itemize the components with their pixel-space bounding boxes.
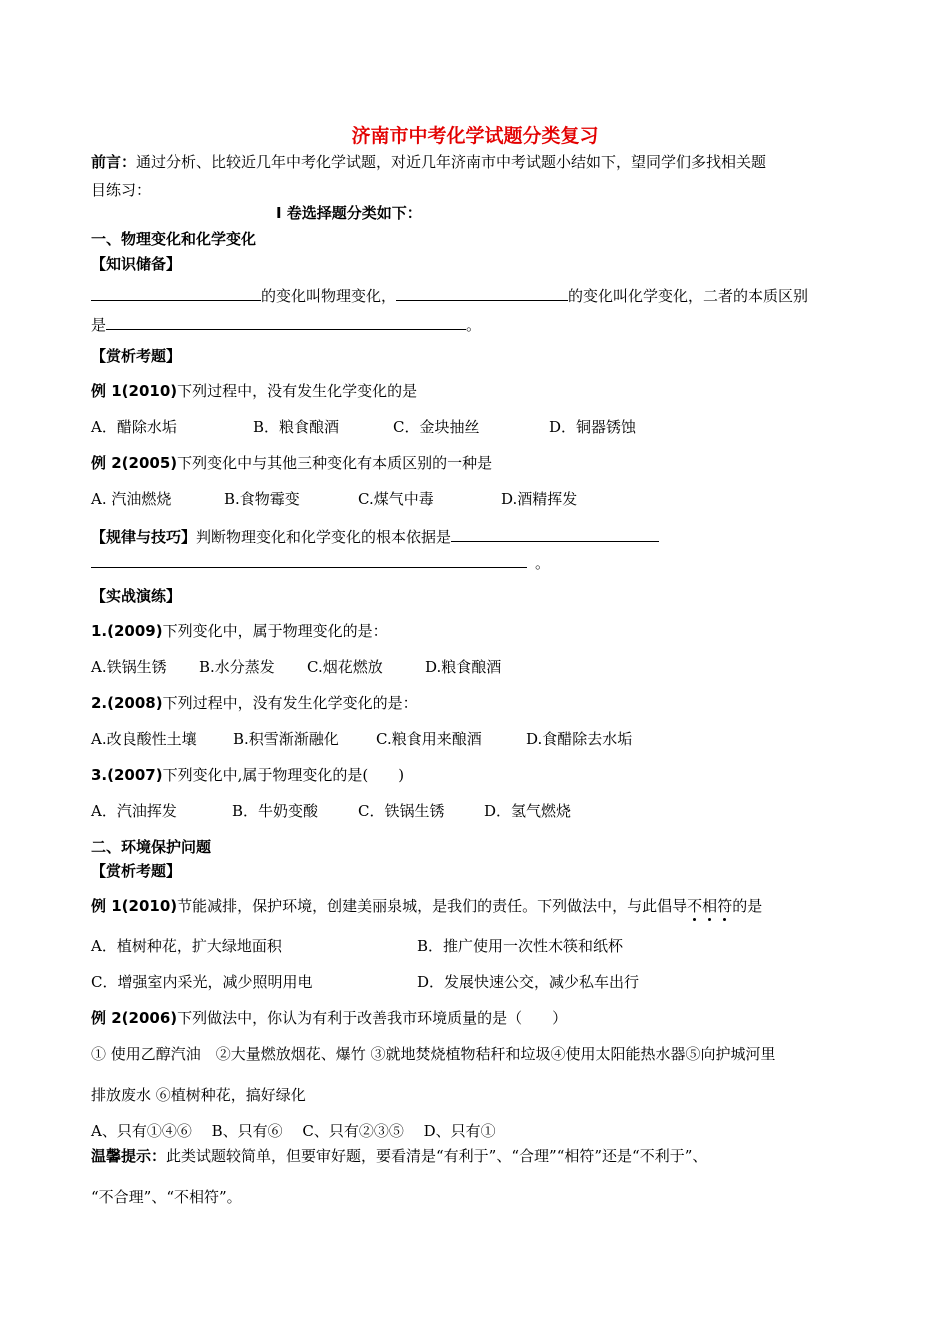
example-year: (2006) — [121, 1009, 178, 1027]
practice-question-1-options — [91, 657, 501, 677]
example-4 — [91, 1008, 567, 1028]
practice-heading: 【实战演练】 — [91, 587, 182, 605]
practice-question-2 — [91, 693, 418, 713]
example-4-statements-2: 排放废水 ⑥植树种花，搞好绿化 — [91, 1086, 306, 1104]
option-a[interactable]: A．植树种花，扩大绿地面积 — [91, 937, 282, 955]
question-year: (2008) — [107, 694, 163, 712]
option-b[interactable]: B．牛奶变酸 — [232, 802, 319, 820]
question-number: 2. — [91, 694, 108, 712]
tip-label: 温馨提示： — [91, 1147, 167, 1165]
question-text: 下列过程中，没有发生化学变化的是： — [162, 694, 418, 712]
option-c[interactable]: C.粮食用来酿酒 — [376, 730, 482, 748]
answer-blank[interactable] — [106, 313, 466, 330]
example-question: 下列做法中，你认为有利于改善我市环境质量的是（ ） — [177, 1009, 568, 1027]
example-question: 下列过程中，没有发生化学变化的是 — [177, 382, 418, 400]
example-label: 例 1 — [91, 897, 122, 915]
example-year: (2010) — [121, 382, 178, 400]
practice-question-2-options — [91, 729, 632, 749]
example-3 — [91, 896, 762, 916]
example-2 — [91, 453, 492, 473]
option-b[interactable]: B.水分蒸发 — [199, 658, 275, 676]
option-c[interactable]: C．增强室内采光，减少照明用电 — [91, 973, 313, 991]
question-text: 下列变化中,属于物理变化的是( ) — [162, 766, 405, 784]
example-4-options: A、只有①④⑥ B、只有⑥ C、只有②③⑤ D、只有① — [91, 1122, 496, 1140]
section1-heading: 一、物理变化和化学变化 — [91, 230, 257, 248]
option-d[interactable]: D.粮食酿酒 — [425, 658, 502, 676]
emphasis-char: 相 — [702, 897, 718, 915]
question-year: (2007) — [107, 766, 163, 784]
rule-line-2 — [91, 551, 550, 573]
appreciate-heading-2: 【赏析考题】 — [91, 862, 182, 880]
preface-label: 前言： — [91, 153, 137, 171]
example-1 — [91, 381, 417, 401]
example-3-options-row-1 — [91, 936, 623, 956]
answer-blank[interactable] — [396, 284, 568, 301]
example-question-end: 的是 — [732, 897, 763, 915]
answer-blank[interactable] — [91, 551, 527, 568]
question-text: 下列变化中，属于物理变化的是： — [162, 622, 388, 640]
option-a[interactable]: A.铁锅生锈 — [91, 658, 167, 676]
option-d[interactable]: D．氢气燃烧 — [484, 802, 572, 820]
option-b[interactable]: B．推广使用一次性木筷和纸杯 — [417, 937, 624, 955]
example-label: 例 1 — [91, 382, 122, 400]
page-title: 济南市中考化学试题分类复习 — [351, 125, 599, 147]
example-question: 节能减排，保护环境，创建美丽泉城，是我们的责任。下列做法中，与此倡导 — [177, 897, 688, 915]
preface-line-1 — [91, 152, 766, 172]
fill-end: 。 — [466, 316, 482, 334]
option-a[interactable]: A．醋除水垢 — [91, 418, 177, 436]
answer-blank[interactable] — [91, 284, 261, 301]
tip-line-2: “不合理”、“不相符”。 — [91, 1188, 242, 1206]
question-year: (2009) — [107, 622, 163, 640]
example-label: 例 2 — [91, 1009, 122, 1027]
option-d[interactable]: D．发展快速公交，减少私车出行 — [417, 973, 640, 991]
practice-question-1 — [91, 621, 388, 641]
option-a[interactable]: A.改良酸性土壤 — [91, 730, 197, 748]
preface-text-1: 通过分析、比较近几年中考化学试题，对近几年济南市中考试题小结如下，望同学们多找相关题 — [136, 153, 767, 171]
practice-question-3-options — [91, 801, 571, 821]
part1-heading: Ⅰ 卷选择题分类如下： — [276, 204, 422, 222]
fill-text-c: 是 — [91, 316, 107, 334]
example-2-options — [91, 489, 577, 509]
example-4-statements-1: ① 使用乙醇汽油 ②大量燃放烟花、爆竹 ③就地焚烧植物秸秆和垃圾④使用太阳能热水器⑤向护城河里 — [91, 1045, 776, 1063]
emphasis-char: 不 — [687, 897, 703, 915]
option-b[interactable]: B．粮食酿酒 — [253, 418, 340, 436]
rule-line-1 — [91, 525, 659, 547]
option-d[interactable]: D．铜器锈蚀 — [549, 418, 637, 436]
option-d[interactable]: D.酒精挥发 — [501, 490, 578, 508]
question-number: 1. — [91, 622, 108, 640]
option-c[interactable]: C．金块抽丝 — [393, 418, 480, 436]
option-c[interactable]: C．铁锅生锈 — [358, 802, 445, 820]
example-3-options-row-2 — [91, 972, 639, 992]
knowledge-heading: 【知识储备】 — [91, 255, 182, 273]
tip-text-1: 此类试题较简单，但要审好题，要看清是“有利于”、“合理”“相符”还是“不利于”、 — [166, 1147, 708, 1165]
answer-blank[interactable] — [451, 525, 659, 542]
fill-text-b: 的变化叫化学变化，二者的本质区别 — [568, 287, 809, 305]
fill-blank-line-1 — [91, 284, 808, 306]
question-number: 3. — [91, 766, 108, 784]
fill-text-a: 的变化叫物理变化， — [261, 287, 397, 305]
rule-text: 判断物理变化和化学变化的根本依据是 — [196, 528, 452, 546]
example-year: (2005) — [121, 454, 178, 472]
option-b[interactable]: B.积雪渐渐融化 — [233, 730, 339, 748]
example-year: (2010) — [121, 897, 178, 915]
option-a[interactable]: A. 汽油燃烧 — [91, 490, 172, 508]
emphasis-char: 符 — [717, 897, 733, 915]
option-a[interactable]: A．汽油挥发 — [91, 802, 177, 820]
tip-line-1 — [91, 1146, 707, 1166]
rule-end: 。 — [535, 554, 551, 572]
example-label: 例 2 — [91, 454, 122, 472]
practice-question-3 — [91, 765, 404, 785]
option-c[interactable]: C.煤气中毒 — [358, 490, 434, 508]
appreciate-heading: 【赏析考题】 — [91, 347, 182, 365]
option-b[interactable]: B.食物霉变 — [224, 490, 300, 508]
fill-blank-line-2 — [91, 313, 481, 335]
example-1-options — [91, 417, 636, 437]
option-c[interactable]: C.烟花燃放 — [307, 658, 383, 676]
section2-heading: 二、环境保护问题 — [91, 838, 212, 856]
example-question: 下列变化中与其他三种变化有本质区别的一种是 — [177, 454, 493, 472]
preface-line-2: 目练习： — [91, 181, 152, 199]
option-d[interactable]: D.食醋除去水垢 — [526, 730, 633, 748]
rule-label: 【规律与技巧】 — [91, 528, 197, 546]
